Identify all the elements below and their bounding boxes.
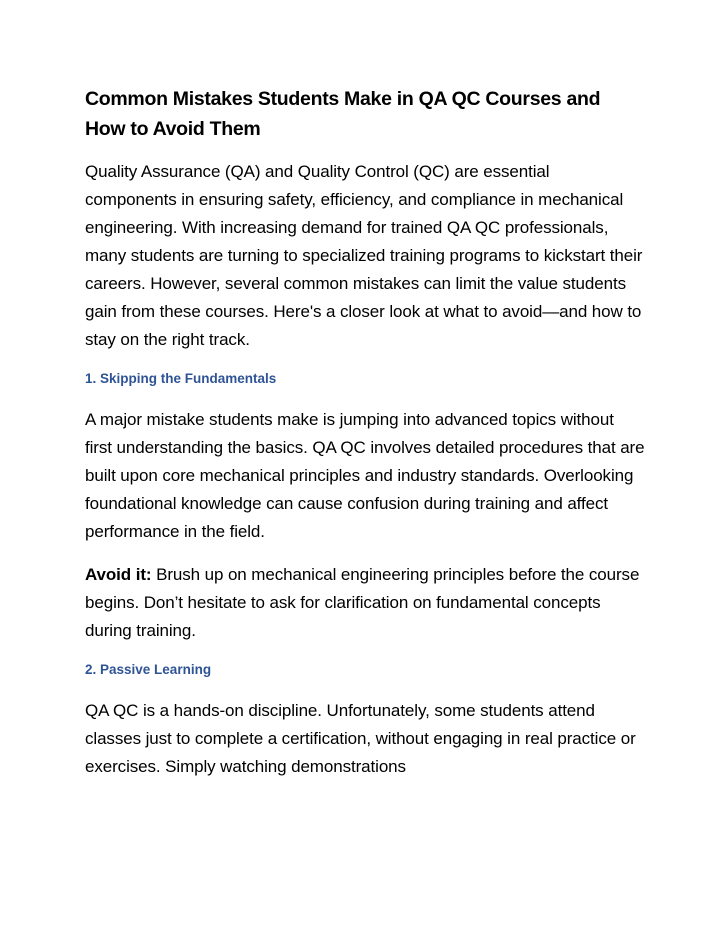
- document-page: [85, 84, 645, 796]
- document-title: Common Mistakes Students Make in QA QC Courses and How to Avoid Them: [85, 88, 601, 140]
- section-body-skipping-fundamentals: A major mistake students make is jumping into advanced topics without first understanding the basics. QA QC involves detailed procedures that are built upon core mechanical principles and industry standards. Overlooking foundational knowledge can cause confusion during training and affect performance in the field.: [85, 410, 645, 541]
- avoid-it-label: Avoid it:: [85, 565, 152, 584]
- section-body-passive-learning: QA QC is a hands-on discipline. Unfortunately, some students attend classes just to complete a certification, without engaging in real practice or exercises. Simply watching demonstrations: [85, 701, 636, 776]
- avoid-it-text: Brush up on mechanical engineering principles before the course begins. Don’t hesitate to ask for clarification on fundamental concepts during training.: [85, 565, 640, 640]
- avoid-it-paragraph: [85, 561, 645, 645]
- intro-paragraph: Quality Assurance (QA) and Quality Control (QC) are essential components in ensuring safety, efficiency, and compliance in mechanical engineering. With increasing demand for trained QA QC professionals, many students are turning to specialized training programs to kickstart their careers. However, several common mistakes can limit the value students gain from these courses. Here's a closer look at what to avoid—and how to stay on the right track.: [85, 162, 643, 349]
- section-heading-passive-learning: 2. Passive Learning: [85, 662, 212, 677]
- section-heading-skipping-fundamentals: 1. Skipping the Fundamentals: [85, 371, 277, 386]
